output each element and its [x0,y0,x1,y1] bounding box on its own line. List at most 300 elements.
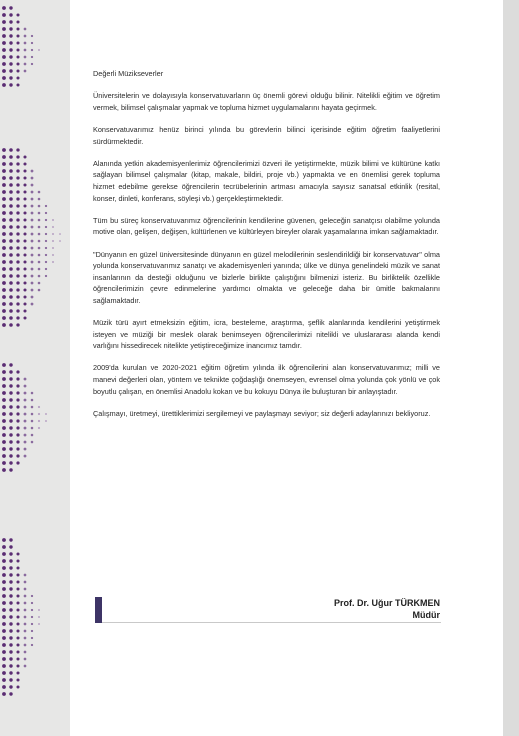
decor-dot [2,246,6,250]
decor-dot [9,48,12,51]
decor-dot [16,162,19,165]
decor-dot [24,49,27,52]
decor-dot [9,169,13,173]
decor-dot [24,413,27,416]
decor-dot [45,240,47,242]
decor-dot [9,162,13,166]
decor-dot [16,281,19,284]
decor-dot [16,169,19,172]
decor-dot [24,441,27,444]
decor-dot [45,247,47,249]
decor-dot [2,232,6,236]
decor-dot [24,595,27,598]
decor-dot [24,588,27,591]
decor-dot [9,83,12,86]
decor-dot [16,27,19,30]
decor-dot [2,309,6,313]
decor-dot [2,253,6,257]
decor-dot [9,454,12,457]
decor-dot [16,384,19,387]
decor-dot [16,622,19,625]
decor-dot [23,281,26,284]
decor-dot [9,566,12,569]
decor-dot [31,275,34,278]
decor-dot [2,573,6,577]
decor-dot [9,692,12,695]
decor-dot [23,169,26,172]
decor-dot [2,650,6,654]
decor-dot [16,426,19,429]
decor-dot [38,406,40,408]
decor-dot [16,13,19,16]
decor-dot [24,455,27,458]
decor-dot [24,392,27,395]
decor-dot [9,657,12,660]
decor-dot [52,233,54,235]
decor-dot [9,363,12,366]
decor-dot [38,247,41,250]
decor-dot [16,148,19,151]
decor-dot [38,205,41,208]
decor-dot [16,671,19,674]
decor-dot [31,602,33,604]
decor-dot [23,197,26,200]
signature-title: Müdür [412,610,440,620]
decor-dot [9,370,12,373]
decor-dot [16,440,19,443]
decor-dot [2,615,6,619]
decor-dot [9,20,12,23]
decor-dot [31,623,33,625]
letter-paragraph: Çalışmayı, üretmeyi, ürettiklerimizi sergilemeyi ve paylaşmayı seviyor; siz değerli adaylarınızı bekliyoruz. [93,408,431,418]
decor-dot [2,454,6,458]
decor-dot [9,309,13,313]
decor-dot [2,580,6,584]
decor-dot [31,637,33,639]
signature-accent-bar [95,597,102,623]
decor-dot [9,6,12,9]
decor-dot [16,461,19,464]
decor-dot [2,190,6,194]
decor-dot [9,190,13,194]
decor-dot [9,685,12,688]
decor-dot [9,76,12,79]
decor-dot [24,28,27,31]
decor-dot [31,609,33,611]
decor-dot [2,419,6,423]
decor-dot [9,232,13,236]
decor-dot [16,552,19,555]
decor-dot [2,211,6,215]
decor-dot [16,211,19,214]
decor-dot [16,260,19,263]
decor-dot [31,240,34,243]
decor-dot [9,398,12,401]
decor-dot [9,288,13,292]
decor-dot [16,573,19,576]
decor-dot [2,27,6,31]
decor-dot [2,183,6,187]
decor-dot [16,302,19,305]
decor-dot [2,412,6,416]
decor-dot [24,56,27,59]
decor-dot [9,246,13,250]
decor-dot [2,545,6,549]
decor-dot [38,191,41,194]
decor-dot [9,426,12,429]
decor-dot [2,608,6,612]
decor-dot [9,559,12,562]
decor-dot [16,288,19,291]
decor-dot [2,629,6,633]
decor-dot [16,309,19,312]
decor-dot [9,55,12,58]
decor-dot [2,622,6,626]
decor-dot [45,233,47,235]
decor-dot [2,83,6,87]
decor-dot [24,637,27,640]
decor-dot [38,49,40,51]
decor-dot [9,27,12,30]
decor-dot [16,650,19,653]
decor-dot [2,363,6,367]
decor-dot [31,205,34,208]
decor-dot [9,176,13,180]
decor-dot [9,678,12,681]
decor-dot [23,253,26,256]
decor-dot [45,205,47,207]
decor-dot [16,62,19,65]
decor-dot [23,162,26,165]
decor-dot [24,609,27,612]
decor-dot [16,48,19,51]
decor-dot [16,615,19,618]
decor-dot [9,573,12,576]
decor-dot [16,267,19,270]
decor-dot [9,552,12,555]
decor-dot [45,219,47,221]
decor-dot [45,226,47,228]
decor-dot [9,622,12,625]
decor-dot [24,378,27,381]
decor-dot [24,385,27,388]
decor-dot [31,184,34,187]
decor-dot [9,253,13,257]
decor-dot [2,34,6,38]
decor-dot [2,440,6,444]
decor-dot [9,419,12,422]
decor-dot [45,420,47,422]
decor-dot [23,183,26,186]
decor-dot [23,288,26,291]
decor-dot [9,41,12,44]
decor-dot [2,664,6,668]
decor-dot [16,412,19,415]
decor-dot [24,70,27,73]
decor-dot [16,83,19,86]
decor-dot [31,406,34,409]
decor-dot [16,239,19,242]
decor-dot [23,246,26,249]
decor-dot [16,204,19,207]
decor-dot [38,198,41,201]
decor-dot [52,240,54,242]
decor-dot [2,678,6,682]
decor-dot [16,190,19,193]
decor-dot [45,268,47,270]
decor-dot [38,609,40,611]
decor-dot [16,601,19,604]
decor-dot [16,594,19,597]
letter-paragraph: 2009'da kurulan ve 2020-2021 eğitim öğretim yılında ilk öğrencilerini alan konservatuvarımız; milli ve manevi değerleri olan, yöntem ve teknikte çoğdaşlığı önemseyen, evrensel olma yolunda çok yönlü ve çok boyutlu çalışan, en önemlisi Anadolu kokan ve bu kokuyu Dünya ile buluşturan bir anlayıştadır. [93,363,440,396]
decor-dot [2,323,6,327]
decor-dot [2,169,6,173]
decor-dot [9,468,12,471]
decor-dot [52,219,54,221]
decor-dot [23,267,26,270]
decor-dot [38,275,41,278]
decor-dot [2,48,6,52]
decor-dot [9,211,13,215]
decor-dot [9,412,12,415]
decor-dot [24,63,27,66]
decor-dot [9,405,12,408]
decor-dot [24,434,27,437]
decor-dot [9,643,12,646]
decor-dot [9,377,12,380]
decor-dot [2,148,6,152]
decor-dot [2,692,6,696]
letter-paragraph: "Dünyanın en güzel üniversitesinde dünyanın en güzel melodilerinin seslendirildiği bir konservatuvar" olma yolunda konservatuvarımız sanatçı ve akademisyenleri yanında; ülke ve dünya genelindeki müzik ve sanat insanlarının da desteği olduğunu ve bizlerle birlikte çalıştığını bilmenizi isteriz. Bu birliktelik özellikle öğrencilerimizin çevre edinmelerine yardımcı olmakta ve geleceğe daha bir ümitle bakmalarını sağlamaktadır. [93,249,440,305]
decor-dot [2,426,6,430]
decor-dot [31,219,34,222]
decor-dot [31,282,34,285]
decor-dot [2,295,6,299]
decor-dot [31,233,34,236]
decor-dot [2,601,6,605]
decor-dot [45,254,47,256]
decor-dot [2,69,6,73]
decor-dot [31,177,34,180]
decor-dot [2,6,6,10]
decor-dot [45,413,47,415]
decor-dot [16,41,19,44]
decor-dot [9,629,12,632]
decor-dot [2,267,6,271]
decor-dot [9,274,13,278]
decor-dot [31,434,34,437]
decor-dot [2,274,6,278]
decor-dot [16,197,19,200]
decor-dot [31,595,33,597]
decor-dot [38,226,41,229]
decor-dot [16,454,19,457]
decor-dot [16,183,19,186]
decor-dot [23,190,26,193]
decor-dot [2,377,6,381]
decor-dot [31,170,34,173]
decor-dot [31,303,34,306]
decor-dot [16,657,19,660]
decor-dot [31,42,33,44]
decor-dot [9,62,12,65]
decor-dot [31,644,33,646]
decor-dot [31,191,34,194]
decor-dot [31,399,34,402]
decor-dot [16,447,19,450]
decor-dot [59,240,61,242]
decor-dot [9,218,13,222]
decor-dot [24,42,27,45]
decor-dot [9,608,12,611]
decor-dot [9,440,12,443]
decor-dot [16,391,19,394]
decor-dot [31,296,34,299]
decor-dot [2,657,6,661]
decor-dot [31,420,34,423]
decor-dot [24,399,27,402]
decor-dot [31,268,34,271]
decor-dot [2,398,6,402]
decor-dot [2,643,6,647]
decor-dot [23,211,26,214]
decor-dot [31,35,33,37]
decor-dot [23,218,26,221]
decor-dot [24,623,27,626]
decor-dot [23,239,26,242]
decor-dot [38,616,40,618]
decor-dot [31,63,33,65]
decor-dot [9,391,12,394]
decor-dot [9,239,13,243]
decor-dot [16,398,19,401]
decor-dot [23,295,26,298]
decor-dot [2,433,6,437]
decor-dot [16,636,19,639]
decor-dot [2,55,6,59]
decor-dot [16,629,19,632]
decor-dot [24,644,27,647]
decor-dot [2,218,6,222]
decor-dot [2,552,6,556]
decor-dot [38,254,41,257]
decor-dot [23,274,26,277]
decor-dot [9,664,12,667]
decor-dot [2,155,6,159]
letter-paragraph: Alanında yetkin akademisyenlerimiz öğrencilerimizi özveri ile yetiştirmekte, müzik bilimi ve kültürüne katkı sağlayan bilimsel çalışmalar (kitap, makale, bildiri, proje vb.) yapmakta ve en önemlisi gerek topluma hizmet edebilme gerekse öğrencilerin tecrübelerinin artması amacıyla sayısız sanatsal etkinlik (resital, konser, dinleti, konferans, söyleşi vb.) gerçekleştirmektedir. [93,158,440,203]
decor-dot [9,302,13,306]
decor-dot [31,427,34,430]
decor-dot [38,289,41,292]
decor-dot [9,433,12,436]
decor-dot [2,225,6,229]
decor-dot [24,665,27,668]
decor-dot [52,254,54,256]
decor-dot [23,204,26,207]
decor-dot [38,268,41,271]
decor-dot [9,281,13,285]
decor-dot [31,392,34,395]
decor-dot [16,274,19,277]
letter-greeting: Değerli Müzikseverler [93,69,164,78]
decor-dot [52,226,54,228]
decor-dot [24,658,27,661]
decor-dot [23,302,26,305]
decor-dot [9,538,12,541]
decor-dot [16,370,19,373]
decor-dot [24,602,27,605]
decor-dot [23,232,26,235]
decor-dot [24,616,27,619]
decor-dot [9,587,12,590]
decor-dot [16,76,19,79]
decor-dot [2,405,6,409]
decor-dot [16,608,19,611]
decor-dot [9,13,12,16]
decor-dot [2,370,6,374]
decor-dot [16,323,19,326]
letter-paragraph: Tüm bu süreç konservatuvarımız öğrencilerinin kendilerine güvenen, geleceğin sanatçısı olabilme yolunda motive olan, gelişen, değişen, kültürlenen ve kültürleyen bireyler olarak yaşamalarına imkan sağlamaktadır. [93,215,440,237]
decor-dot [31,616,33,618]
decor-dot [9,545,12,548]
decor-dot [16,295,19,298]
decor-dot [24,406,27,409]
decor-dot [16,176,19,179]
decor-dot [38,212,41,215]
decor-dot [16,419,19,422]
decor-dot [38,413,40,415]
decor-dot [9,148,13,152]
decor-dot [31,630,33,632]
decor-dot [16,55,19,58]
letter-body [93,68,440,430]
decor-dot [52,247,54,249]
decor-dot [16,643,19,646]
decor-dot [16,678,19,681]
signature-name: Prof. Dr. Uğur TÜRKMEN [333,598,440,608]
decor-dot [38,233,41,236]
decor-dot [31,226,34,229]
decor-dot [31,254,34,257]
decor-dot [2,685,6,689]
decor-dot [24,651,27,654]
decor-dot [31,198,34,201]
decor-dot [9,69,12,72]
decor-dot [31,247,34,250]
decor-dot [16,253,19,256]
decor-dot [9,601,12,604]
decor-dot [38,282,41,285]
decor-dot [9,636,12,639]
decor-dot [31,56,33,58]
decor-dot [2,302,6,306]
decor-dot [16,246,19,249]
decor-dot [9,323,13,327]
decor-dot [2,239,6,243]
decor-dot [24,35,27,38]
letter-paragraph: Üniversitelerin ve dolayısıyla konservatuvarların üç önemli görevi olduğu bilinir. Nitelikli eğitim ve öğretim vermek, bilimsel çalışmalar yapmak ve topluma hizmet uygulamalarını hayata geçirmek. [93,91,440,112]
decor-dot [38,623,40,625]
decor-dot [2,636,6,640]
decor-dot [9,580,12,583]
decor-dot [23,260,26,263]
decor-dot [2,316,6,320]
signature-divider [102,622,441,623]
decor-dot [2,204,6,208]
decor-dot [2,671,6,675]
decor-dot [2,76,6,80]
decor-dot [2,594,6,598]
